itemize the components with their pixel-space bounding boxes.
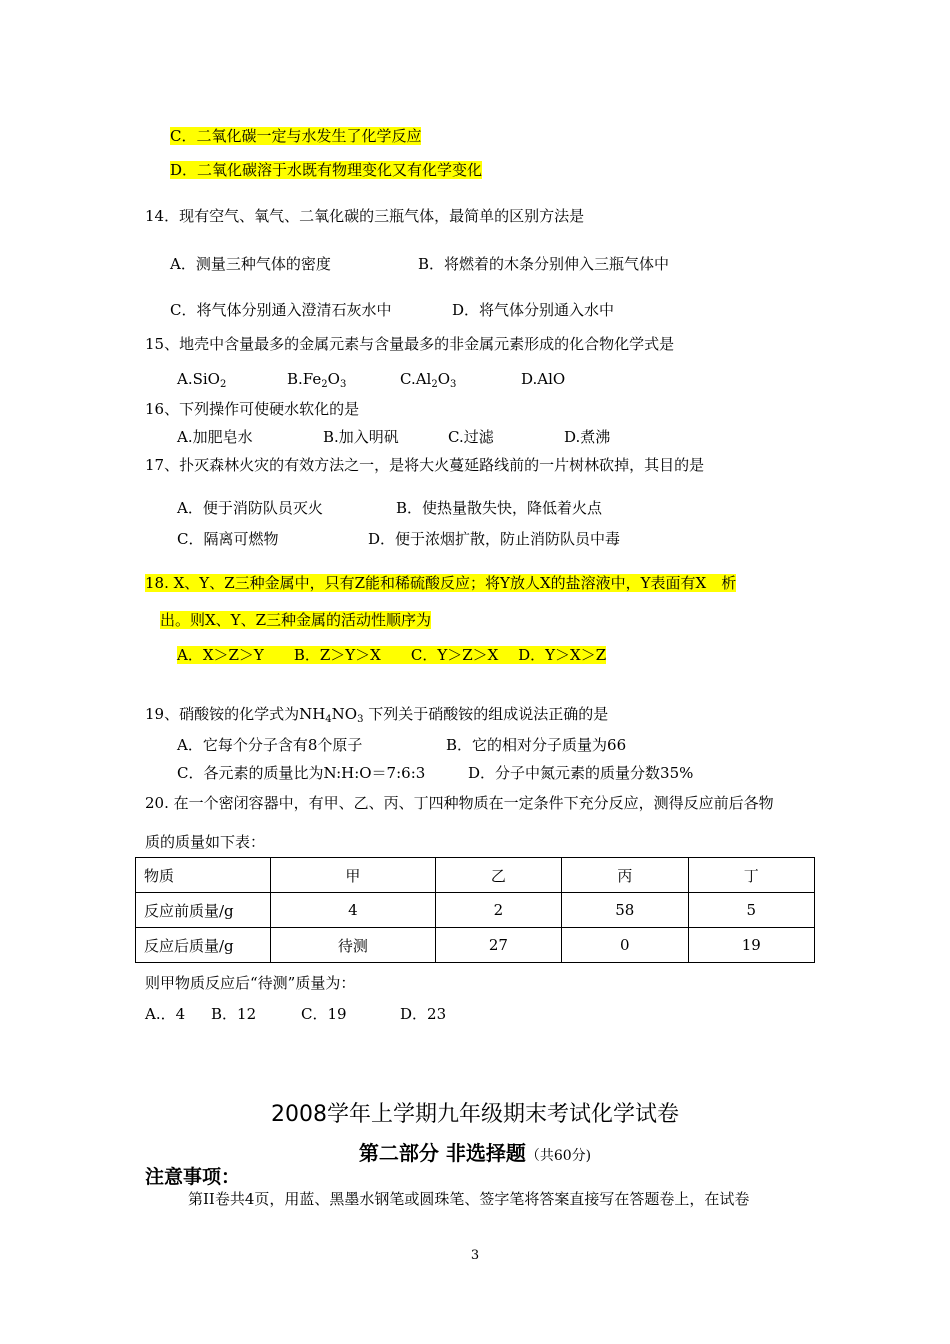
q13-option-c: C．二氧化碳一定与水发生了化学反应 (170, 127, 422, 145)
q17-option-d: D．便于浓烟扩散，防止消防队员中毒 (368, 530, 621, 548)
q16-stem: 16、下列操作可使硬水软化的是 (145, 400, 360, 418)
q17-option-b: B．使热量散失快，降低着火点 (396, 499, 603, 517)
q14-option-c: C．将气体分别通入澄清石灰水中 (170, 301, 392, 319)
q16-option-d: D.煮沸 (564, 428, 611, 446)
q16-option-b: B.加入明矾 (323, 428, 399, 446)
table-cell: 反应后质量/g (136, 928, 271, 963)
part2-subtitle: 第二部分 非选择题（共60分) (358, 1141, 592, 1165)
table-header-cell: 乙 (435, 858, 561, 893)
q13-option-d: D．二氧化碳溶于水既有物理变化又有化学变化 (170, 161, 483, 179)
table-row (136, 928, 815, 963)
q20-stem-line1: 20. 在一个密闭容器中，有甲、乙、丙、丁四种物质在一定条件下充分反应，测得反应前后各物 (145, 794, 774, 812)
q20-option-d: D．23 (400, 1005, 447, 1023)
table-cell: 58 (562, 893, 688, 928)
table-cell: 待测 (271, 928, 436, 963)
table-row (136, 893, 815, 928)
table-header-cell: 甲 (271, 858, 436, 893)
table-cell: 0 (562, 928, 688, 963)
table-cell: 4 (271, 893, 436, 928)
q15-option-c: $C.Al_2O_3$ (400, 370, 457, 390)
q20-mass-table (135, 857, 815, 963)
q17-option-a: A．便于消防队员灭火 (177, 499, 323, 517)
q18-stem-line1: 18. X、Y、Z三种金属中，只有Z能和稀硫酸反应；将Y放人X的盐溶液中，Y表面有X 析 (145, 574, 737, 592)
q14-option-a: A．测量三种气体的密度 (170, 255, 331, 273)
q20-option-a: A.．4 (145, 1005, 186, 1023)
q20-after-text: 则甲物质反应后“待测”质量为： (145, 974, 356, 992)
q17-stem: 17、扑灭森林火灾的有效方法之一，是将大火蔓延路线前的一片树林砍掉，其目的是 (145, 456, 705, 474)
table-header-cell: 物质 (136, 858, 271, 893)
table-cell: 5 (688, 893, 814, 928)
q15-stem: 15、地壳中含量最多的金属元素与含量最多的非金属元素形成的化合物化学式是 (145, 335, 675, 353)
q16-option-c: C.过滤 (448, 428, 494, 446)
table-cell: 反应前质量/g (136, 893, 271, 928)
table-header-cell: 丁 (688, 858, 814, 893)
q16-option-a: A.加肥皂水 (177, 428, 253, 446)
q18-options: A．X＞Z＞Y B．Z＞Y＞X C．Y＞Z＞X D．Y＞X＞Z (177, 646, 607, 664)
q20-stem-line2: 质的质量如下表： (145, 833, 266, 851)
page-number: 3 (470, 1248, 480, 1263)
table-cell: 2 (435, 893, 561, 928)
table-header-row (136, 858, 815, 893)
notice-heading: 注意事项： (145, 1166, 241, 1188)
table-header-cell: 丙 (562, 858, 688, 893)
instruction-text: 第II卷共4页，用蓝、黑墨水钢笔或圆珠笔、签字笔将答案直接写在答题卷上，在试卷 (188, 1190, 750, 1208)
q18-stem-line2: 出。则X、Y、Z三种金属的活动性顺序为 (160, 611, 432, 629)
q14-option-d: D．将气体分别通入水中 (452, 301, 615, 319)
q19-stem: 19、硝酸铵的化学式为$NH_4NO_3$ 下列关于硝酸铵的组成说法正确的是 (145, 705, 609, 725)
q20-option-c: C．19 (301, 1005, 347, 1023)
q15-option-a: A.SiO$_2$ (177, 370, 227, 390)
q17-option-c: C．隔离可燃物 (177, 530, 279, 548)
q19-option-d: D．分子中氮元素的质量分数35% (468, 764, 694, 782)
q19-option-b: B．它的相对分子质量为66 (446, 736, 627, 754)
q14-stem: 14．现有空气、氧气、二氧化碳的三瓶气体，最简单的区别方法是 (145, 207, 585, 225)
q19-option-c: C．各元素的质量比为N:H:O＝7:6:3 (177, 764, 426, 782)
part2-score: （共60分) (525, 1148, 592, 1164)
table-cell: 27 (435, 928, 561, 963)
q20-option-b: B．12 (211, 1005, 257, 1023)
table-cell: 19 (688, 928, 814, 963)
q14-option-b: B．将燃着的木条分别伸入三瓶气体中 (418, 255, 670, 273)
q15-option-d: D.AlO (521, 370, 566, 388)
exam-title: 2008学年上学期九年级期末考试化学试卷 (271, 1102, 679, 1127)
q19-option-a: A．它每个分子含有8个原子 (177, 736, 363, 754)
q15-option-b: $B.Fe_2O_3$ (287, 370, 347, 390)
